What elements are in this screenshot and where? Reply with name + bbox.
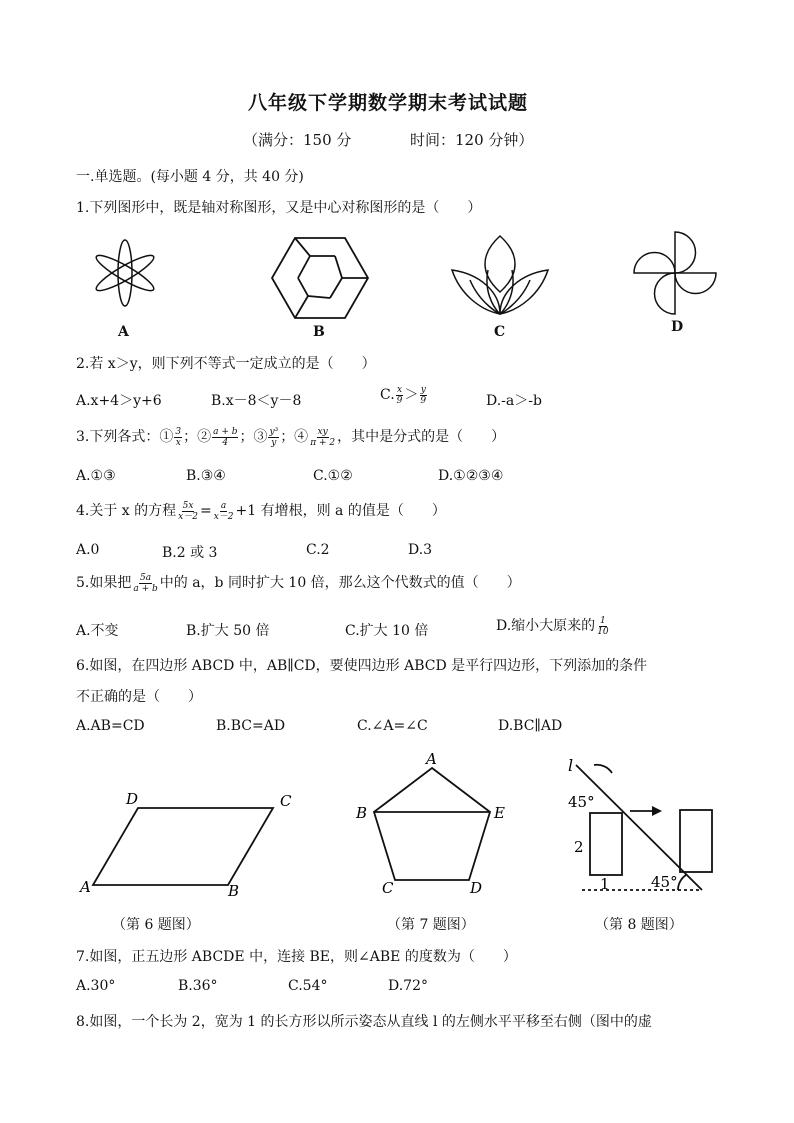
- q2-option-a: A.x+4＞y+6: [76, 393, 162, 409]
- fraction: $\frac{y}{9}$: [420, 384, 427, 406]
- fig8-side-2: 2: [574, 838, 584, 856]
- fig7-label-d: D: [470, 879, 483, 897]
- q2-stem: 2.若 x＞y，则下列不等式一定成立的是（ ）: [76, 356, 376, 372]
- q1-label-d: D: [671, 319, 684, 335]
- figure-7-pentagon: [352, 750, 512, 900]
- q2-option-c-prefix: C.: [380, 387, 395, 403]
- figure-6-parallelogram: [78, 790, 308, 900]
- fig6-label-a: A: [80, 878, 91, 896]
- q1-label-b: B: [313, 324, 325, 340]
- exam-title: 八年级下学期数学期末考试试题: [248, 92, 529, 114]
- fig6-label-c: C: [280, 792, 292, 810]
- q7-option-c: C.54°: [288, 978, 328, 994]
- q2-option-c: C. $\frac{x}{9}$ ＞ $\frac{y}{9}$: [380, 384, 427, 406]
- fraction: $\frac{a + b}{4}$: [213, 426, 238, 448]
- q5-option-d: D.缩小大原来的 $\frac{1}{10}$: [496, 615, 609, 637]
- q7-option-d: D.72°: [388, 978, 428, 994]
- q8-stem: 8.如图，一个长为 2，宽为 1 的长方形以所示姿态从直线 l 的左侧水平平移至右侧（图中的虚: [76, 1014, 652, 1030]
- q1-label-c: C: [494, 324, 506, 340]
- fraction: $\frac{5a}{a + b}$: [133, 572, 158, 594]
- q5-option-c: C.扩大 10 倍: [345, 623, 429, 639]
- fig8-line-label: l: [568, 756, 574, 775]
- q4-option-b: B.2 或 3: [162, 545, 218, 561]
- fig8-angle-top: 45°: [568, 793, 595, 811]
- q3-option-b: B.③④: [186, 468, 226, 484]
- fig7-label-e: E: [494, 804, 505, 822]
- q6-option-b: B.BC=AD: [216, 718, 286, 734]
- fraction: $\frac{xy}{\pi + 2}$: [310, 426, 336, 448]
- fraction: $\frac{x}{9}$: [396, 384, 403, 406]
- q2-option-d: D.-a＞-b: [486, 393, 542, 409]
- fraction: $\frac{5x}{x-2}$: [178, 500, 198, 522]
- q7-option-b: B.36°: [178, 978, 218, 994]
- q1-label-a: A: [118, 324, 129, 340]
- q7-stem: 7.如图，正五边形 ABCDE 中，连接 BE，则∠ABE 的度数为（ ）: [76, 949, 517, 965]
- q1-stem: 1.下列图形中，既是轴对称图形，又是中心对称图形的是（ ）: [76, 200, 482, 216]
- fig8-angle-bottom: 45°: [651, 873, 678, 891]
- fig7-label-c: C: [382, 879, 394, 897]
- q4-option-d: D.3: [408, 542, 433, 558]
- full-score: （满分：150 分: [243, 131, 352, 149]
- figure-8-caption: （第 8 题图）: [595, 917, 683, 933]
- fraction: $\frac{1}{10}$: [597, 615, 609, 637]
- q6-option-a: A.AB=CD: [76, 718, 145, 734]
- q1-figure-c: [450, 234, 550, 320]
- q3-stem: 3.下列各式：① $\frac{3}{x}$ ；② $\frac{a + b}{4}$ ；③ $\frac{\text{y³}}{y}$ ；④ $\frac{xy}{\pi + 2}$ ，其中是分式的是（ ）: [76, 426, 506, 448]
- q1-figure-d: [630, 228, 720, 318]
- fig6-label-b: B: [228, 882, 240, 900]
- q1-figure-a: [80, 230, 170, 320]
- q3-option-a: A.①③: [76, 468, 116, 484]
- q6-option-d: D.BC∥AD: [498, 718, 563, 734]
- q6-option-c: C.∠A=∠C: [357, 718, 428, 734]
- fig8-side-1: 1: [600, 875, 610, 893]
- q4-option-a: A.0: [76, 542, 100, 558]
- figure-7-caption: （第 7 题图）: [387, 917, 475, 933]
- fig7-label-a: A: [426, 750, 437, 768]
- fraction: $\frac{3}{x}$: [175, 426, 182, 448]
- section-heading: 一.单选题。(每小题 4 分，共 40 分): [76, 169, 304, 185]
- fig7-label-b: B: [356, 804, 368, 822]
- q2-option-b: B.x－8＜y－8: [211, 393, 302, 409]
- q5-stem: 5.如果把 $\frac{5a}{a + b}$ 中的 a，b 同时扩大 10 倍，那么这个代数式的值（ ）: [76, 572, 521, 594]
- fig6-label-d: D: [126, 790, 139, 808]
- q4-option-c: C.2: [306, 542, 330, 558]
- q3-option-c: C.①②: [313, 468, 353, 484]
- figure-6-caption: （第 6 题图）: [112, 917, 200, 933]
- q1-figure-b: [270, 234, 370, 324]
- q6-stem-line2: 不正确的是（ ）: [76, 689, 202, 705]
- q4-stem: 4.关于 x 的方程 $\frac{5x}{x-2}$ = $\frac{a}{x-2}$ +1 有增根，则 a 的值是（ ）: [76, 500, 446, 522]
- q3-option-d: D.①②③④: [438, 468, 504, 484]
- exam-time: 时间：120 分钟）: [410, 131, 534, 149]
- q7-option-a: A.30°: [76, 978, 116, 994]
- q6-stem-line1: 6.如图，在四边形 ABCD 中，AB∥CD，要使四边形 ABCD 是平行四边形，下列添加的条件: [76, 658, 648, 674]
- fraction: $\frac{a}{x-2}$: [213, 500, 234, 522]
- q5-option-b: B.扩大 50 倍: [186, 623, 270, 639]
- q5-option-a: A.不变: [76, 623, 119, 639]
- figure-8-translation: [560, 755, 730, 900]
- fraction: $\frac{\text{y³}}{y}$: [269, 426, 279, 448]
